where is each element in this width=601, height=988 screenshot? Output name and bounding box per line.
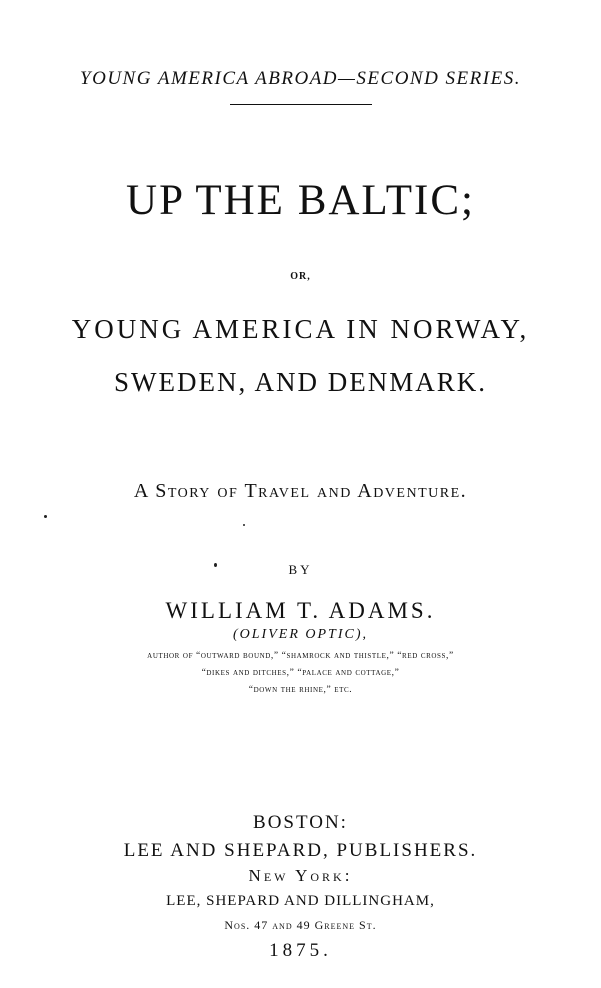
other-works-line-2: “dikes and ditches,” “palace and cottage,”	[201, 668, 400, 678]
publisher-1: LEE AND SHEPARD, PUBLISHERS.	[123, 840, 478, 861]
subtitle-line-1: YOUNG AMERICA IN NORWAY,	[71, 314, 530, 344]
ink-speck	[243, 524, 245, 526]
subtitle-line-2: SWEDEN, AND DENMARK.	[114, 367, 487, 397]
ink-speck	[214, 563, 217, 567]
by-label: BY	[288, 562, 313, 577]
main-title: UP THE BALTIC;	[126, 177, 475, 224]
conjunction-or: OR,	[290, 271, 311, 282]
publisher-2: LEE, SHEPARD AND DILLINGHAM,	[166, 893, 435, 909]
publisher-address: Nos. 47 and 49 Greene St.	[224, 918, 377, 932]
series-line: YOUNG AMERICA ABROAD—SECOND SERIES.	[80, 68, 521, 89]
publisher-city-2: New York:	[248, 866, 353, 885]
author-name: WILLIAM T. ADAMS.	[165, 598, 436, 623]
publisher-city-1: BOSTON:	[253, 812, 348, 833]
ink-speck	[44, 515, 47, 518]
genre-line: A Story of Travel and Adventure.	[133, 480, 468, 502]
other-works-line-1: author of “outward bound,” “shamrock and thistle,” “red cross,”	[147, 651, 454, 661]
other-works-line-3: “down the rhine,” etc.	[248, 685, 353, 695]
divider-rule	[230, 104, 372, 105]
author-pseudonym: (OLIVER OPTIC),	[233, 627, 368, 642]
publication-year: 1875.	[269, 940, 332, 961]
